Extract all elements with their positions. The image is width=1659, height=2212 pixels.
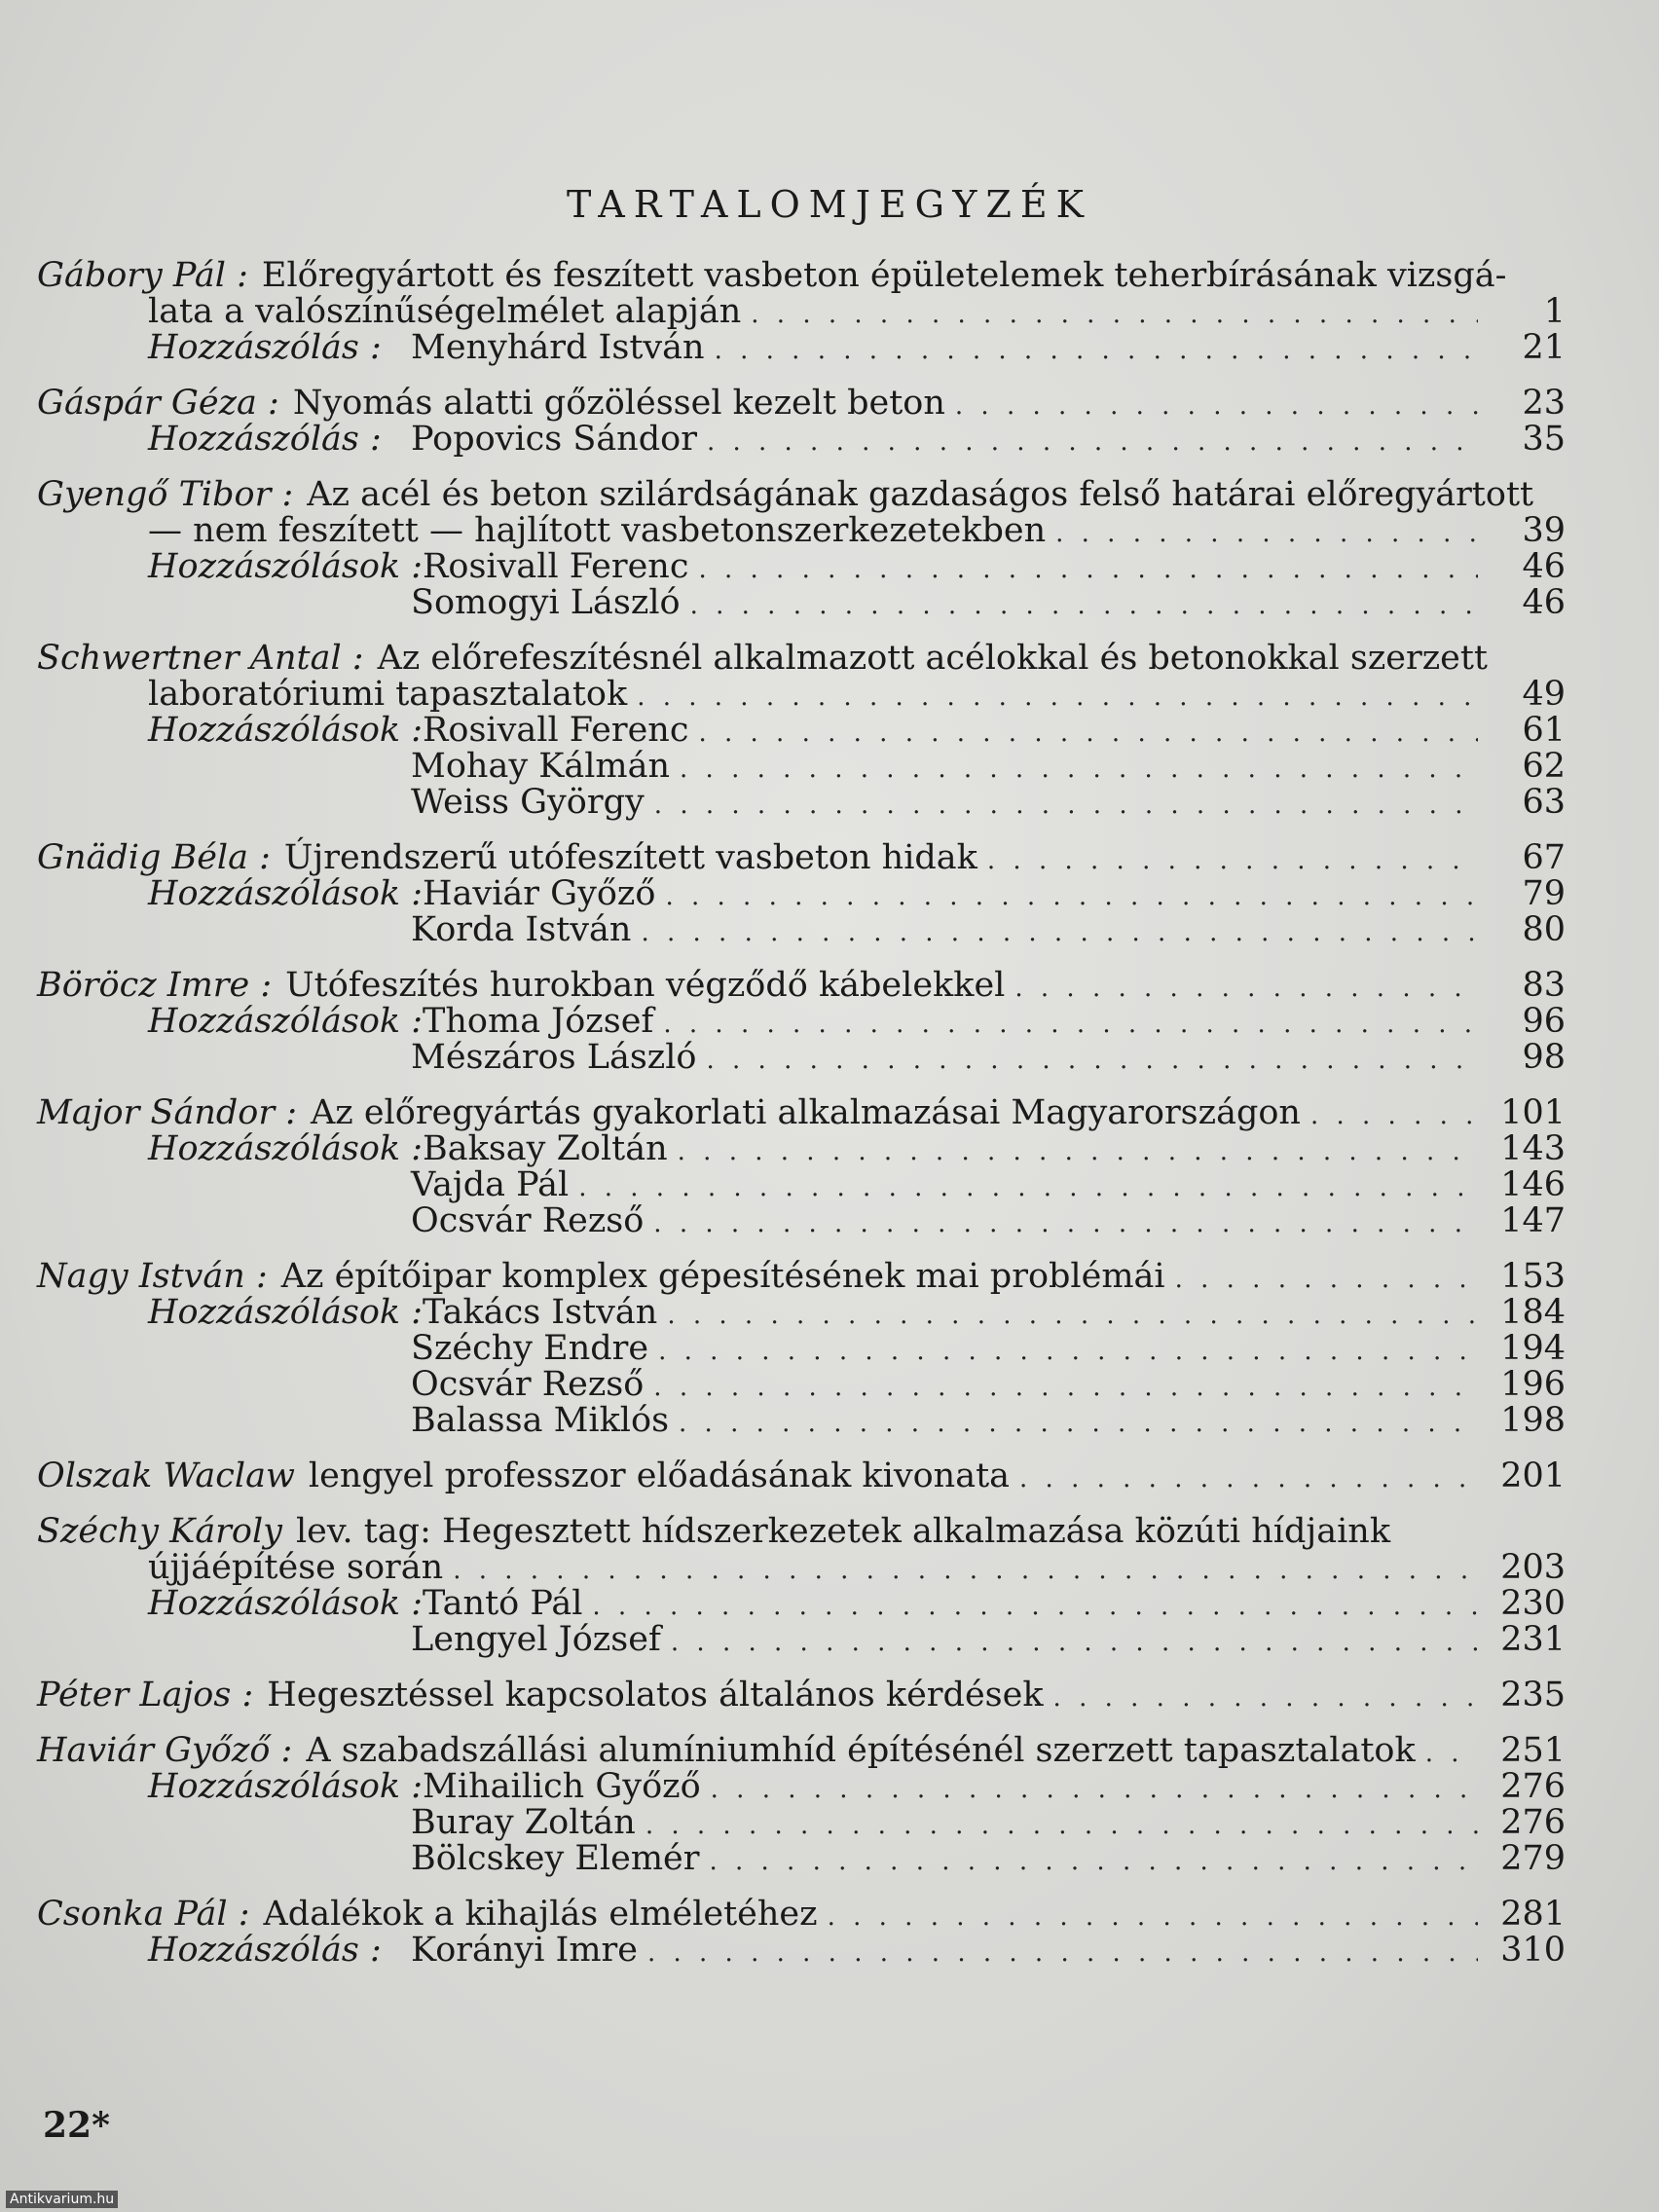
toc-author: Gnädig Béla : [37, 838, 271, 877]
toc-title-text: lev. tag: Hegesztett hídszerkezetek alkalmazása közúti hídjaink [295, 1512, 1391, 1551]
toc-title-line [37, 677, 1566, 713]
toc-response-page: 147 [1500, 1201, 1566, 1240]
toc-response-name: Haviár Győző [423, 874, 656, 913]
dot-leader [751, 297, 1478, 333]
toc-response-page: 143 [1500, 1129, 1566, 1168]
dot-leader [698, 552, 1478, 588]
toc-response-label: Hozzászólások : [148, 1129, 424, 1168]
toc-author: Major Sándor : [37, 1093, 297, 1132]
toc-response-name: Ocsvár Rezső [411, 1365, 645, 1404]
toc-title-text: — nem feszített — hajlított vasbetonszerkezetekben [148, 511, 1047, 550]
dot-leader [1014, 971, 1478, 1007]
toc-title-text: Nyomás alatti gőzöléssel kezelt beton [292, 384, 945, 423]
toc-response-label: Hozzászólás : [148, 1931, 382, 1970]
toc-title-line [37, 294, 1566, 330]
toc-response-name: Széchy Endre [411, 1329, 649, 1368]
toc-author: Böröcz Imre : [37, 966, 273, 1005]
toc-response-name: Popovics Sándor [411, 420, 697, 459]
toc-response-page: 279 [1500, 1839, 1566, 1878]
toc-title-line [37, 840, 1566, 876]
toc-response-page: 310 [1500, 1931, 1566, 1970]
toc-title-text: Utófeszítés hurokban végződő kábelekkel [285, 966, 1006, 1005]
toc-response-page: 146 [1500, 1165, 1566, 1204]
toc-response-row [37, 1841, 1566, 1877]
toc-title-text: Az acél és beton szilárdságának gazdaságos felső határai előregyártott [307, 475, 1534, 514]
toc-response-page: 184 [1500, 1293, 1566, 1332]
toc-author: Haviár Győző : [37, 1731, 293, 1770]
toc-title-text: A szabadszállási alumíniumhíd építésénél szerzett tapasztalatok [306, 1731, 1416, 1770]
dot-leader [1019, 1461, 1478, 1497]
toc-title-text: lengyel professzor előadásának kivonata [308, 1456, 1011, 1495]
toc-entry [37, 1458, 1566, 1494]
toc-response-name: Korda István [411, 910, 632, 949]
toc-response-name: Balassa Miklós [411, 1401, 670, 1440]
toc-author: Széchy Károly [37, 1512, 282, 1551]
toc-response-row [37, 549, 1566, 585]
toc-author: Péter Lajos : [37, 1676, 254, 1714]
dot-leader [1055, 516, 1478, 552]
toc-entry [37, 477, 1566, 621]
toc-title-text: újjáépítése során [148, 1548, 444, 1587]
toc-page-number: 1 [1543, 292, 1566, 331]
toc-response-row [37, 1586, 1566, 1622]
toc-response-row [37, 1331, 1566, 1367]
toc-title-text: Az előrefeszítésnél alkalmazott acélokkal és betonokkal szerzett [377, 639, 1489, 678]
toc-response-row [37, 1040, 1566, 1076]
toc-title-line [37, 641, 1566, 677]
toc-response-page: 198 [1500, 1401, 1566, 1440]
toc-response-name: Tantó Pál [423, 1584, 583, 1623]
toc-response-row [37, 1403, 1566, 1439]
toc-response-page: 98 [1522, 1038, 1566, 1077]
toc-title-text: Hegesztéssel kapcsolatos általános kérdések [267, 1676, 1044, 1714]
toc-author: Schwertner Antal : [37, 639, 364, 678]
dot-leader [709, 1844, 1478, 1880]
toc-response-label: Hozzászólások : [148, 1767, 424, 1806]
toc-response-page: 96 [1522, 1002, 1566, 1041]
toc-response-label: Hozzászólások : [148, 711, 424, 750]
toc-response-row [37, 785, 1566, 821]
toc-response-page: 46 [1522, 547, 1566, 586]
toc-entry [37, 968, 1566, 1076]
toc-title-line [37, 1550, 1566, 1586]
toc-response-name: Weiss György [411, 783, 645, 822]
toc-page-number: 39 [1522, 511, 1566, 550]
dot-leader [453, 1553, 1478, 1589]
toc-title-line [37, 968, 1566, 1004]
toc-title-line [37, 386, 1566, 422]
toc-entry [37, 840, 1566, 948]
toc-title-line [37, 513, 1566, 549]
toc-title-line [37, 477, 1566, 513]
dot-leader [678, 1134, 1478, 1170]
toc-response-name: Mohay Kálmán [411, 747, 671, 786]
dot-leader [706, 1043, 1478, 1079]
toc-page-number: 49 [1522, 675, 1566, 714]
toc-page-number: 101 [1500, 1093, 1566, 1132]
toc-entry [37, 1259, 1566, 1439]
toc-title-text: Az előregyártás gyakorlati alkalmazásai Magyarországon [311, 1093, 1301, 1132]
toc-title-line [37, 1259, 1566, 1295]
dot-leader [715, 333, 1478, 369]
toc-title-line [37, 1514, 1566, 1550]
toc-response-page: 230 [1500, 1584, 1566, 1623]
toc-response-name: Mihailich Győző [423, 1767, 701, 1806]
toc-response-row [37, 876, 1566, 912]
toc-response-row [37, 912, 1566, 948]
dot-leader [578, 1170, 1478, 1206]
toc-title-line [37, 1458, 1566, 1494]
toc-title-line [37, 1733, 1566, 1769]
toc-title-text: Előregyártott és feszített vasbeton épületelemek teherbírásának vizsgá- [261, 256, 1507, 295]
toc-entry [37, 641, 1566, 821]
toc-author: Csonka Pál : [37, 1895, 250, 1934]
toc-response-label: Hozzászólások : [148, 547, 424, 586]
toc-entry [37, 1677, 1566, 1714]
toc-page-number: 67 [1522, 838, 1566, 877]
toc-page-number: 83 [1522, 966, 1566, 1005]
toc-title-text: Újrendszerű utófeszített vasbeton hidak [283, 838, 977, 877]
toc-response-page: 61 [1522, 711, 1566, 750]
dot-leader [711, 1772, 1478, 1808]
toc-response-label: Hozzászólások : [148, 874, 424, 913]
toc-response-name: Rosivall Ferenc [423, 711, 689, 750]
toc-response-label: Hozzászólás : [148, 420, 382, 459]
dot-leader [679, 1406, 1478, 1442]
toc-entry [37, 1514, 1566, 1658]
toc-author: Olszak Waclaw [37, 1456, 295, 1495]
toc-entry [37, 1733, 1566, 1877]
dot-leader [592, 1589, 1478, 1625]
dot-leader [647, 1936, 1478, 1972]
toc-entry [37, 258, 1566, 366]
toc-title-text: Adalékok a kihajlás elméletéhez [263, 1895, 818, 1934]
toc-author: Gábory Pál : [37, 256, 248, 295]
toc-author: Nagy István : [37, 1257, 268, 1296]
dot-leader [987, 843, 1478, 879]
toc-response-row [37, 1131, 1566, 1167]
dot-leader [654, 788, 1478, 824]
toc-response-row [37, 1295, 1566, 1331]
toc-response-row [37, 1004, 1566, 1040]
toc-title-line [37, 258, 1566, 294]
toc-response-row [37, 1203, 1566, 1239]
dot-leader [680, 752, 1478, 788]
toc-response-label: Hozzászólások : [148, 1293, 424, 1332]
dot-leader [955, 388, 1478, 424]
toc-response-name: Lengyel József [411, 1620, 661, 1659]
toc-response-page: 79 [1522, 874, 1566, 913]
toc-author: Gyengő Tibor : [37, 475, 294, 514]
dot-leader [653, 1370, 1478, 1406]
toc-response-label: Hozzászólások : [148, 1002, 424, 1041]
toc-response-name: Korányi Imre [411, 1931, 638, 1970]
toc-response-row [37, 330, 1566, 366]
toc-response-row [37, 422, 1566, 458]
toc-response-page: 80 [1522, 910, 1566, 949]
dot-leader [698, 716, 1478, 752]
toc-page-number: 153 [1500, 1257, 1566, 1296]
dot-leader [637, 680, 1478, 716]
table-of-contents [37, 258, 1566, 1988]
toc-title-line [37, 1897, 1566, 1933]
toc-response-page: 21 [1522, 328, 1566, 367]
toc-response-page: 231 [1500, 1620, 1566, 1659]
toc-response-name: Menyhárd István [411, 328, 705, 367]
toc-response-page: 35 [1522, 420, 1566, 459]
toc-response-page: 196 [1500, 1365, 1566, 1404]
page-title: TARTALOMJEGYZÉK [567, 183, 1092, 226]
toc-response-page: 46 [1522, 583, 1566, 622]
toc-response-name: Takács István [423, 1293, 658, 1332]
dot-leader [1425, 1736, 1478, 1772]
toc-response-name: Somogyi László [411, 583, 681, 622]
toc-response-row [37, 713, 1566, 749]
toc-title-line [37, 1095, 1566, 1131]
dot-leader [707, 424, 1478, 461]
toc-author: Gáspár Géza : [37, 384, 279, 423]
toc-response-label: Hozzászólások : [148, 1584, 424, 1623]
toc-response-name: Vajda Pál [411, 1165, 570, 1204]
toc-response-name: Ocsvár Rezső [411, 1201, 645, 1240]
toc-response-page: 276 [1500, 1767, 1566, 1806]
dot-leader [828, 1899, 1478, 1936]
toc-response-name: Mészáros László [411, 1038, 697, 1077]
toc-page-number: 281 [1500, 1895, 1566, 1934]
toc-response-name: Baksay Zoltán [423, 1129, 668, 1168]
toc-title-text: laboratóriumi tapasztalatok [148, 675, 628, 714]
dot-leader [663, 1007, 1478, 1043]
toc-page-number: 201 [1500, 1456, 1566, 1495]
dot-leader [1310, 1098, 1478, 1134]
toc-entry [37, 1897, 1566, 1969]
toc-response-name: Bölcskey Elemér [411, 1839, 700, 1878]
dot-leader [1175, 1262, 1478, 1298]
dot-leader [641, 915, 1478, 951]
toc-title-text: lata a valószínűségelmélet alapján [148, 292, 742, 331]
toc-page-number: 203 [1500, 1548, 1566, 1587]
toc-title-text: Az építőipar komplex gépesítésének mai problémái [280, 1257, 1165, 1296]
toc-entry [37, 1095, 1566, 1239]
toc-response-name: Buray Zoltán [411, 1803, 636, 1842]
toc-title-line [37, 1677, 1566, 1714]
toc-response-name: Rosivall Ferenc [423, 547, 689, 586]
toc-response-row [37, 1769, 1566, 1805]
dot-leader [665, 879, 1478, 915]
toc-response-name: Thoma József [423, 1002, 654, 1041]
toc-page-number: 251 [1500, 1731, 1566, 1770]
dot-leader [653, 1206, 1478, 1242]
toc-page-number: 23 [1522, 384, 1566, 423]
watermark: Antikvarium.hu [6, 2191, 118, 2208]
toc-page-number: 235 [1500, 1676, 1566, 1714]
toc-response-row [37, 1367, 1566, 1403]
toc-response-page: 63 [1522, 783, 1566, 822]
dot-leader [690, 588, 1478, 624]
toc-entry [37, 386, 1566, 458]
toc-response-row [37, 1933, 1566, 1969]
toc-response-label: Hozzászólás : [148, 328, 382, 367]
toc-response-row [37, 1167, 1566, 1203]
page-number-footer: 22* [43, 2105, 110, 2146]
dot-leader [645, 1808, 1478, 1844]
toc-response-row [37, 1622, 1566, 1658]
dot-leader [667, 1298, 1478, 1334]
toc-response-row [37, 749, 1566, 785]
toc-response-page: 276 [1500, 1803, 1566, 1842]
dot-leader [671, 1625, 1478, 1661]
toc-response-page: 62 [1522, 747, 1566, 786]
toc-response-row [37, 585, 1566, 621]
dot-leader [658, 1334, 1478, 1370]
toc-response-row [37, 1805, 1566, 1841]
toc-response-page: 194 [1500, 1329, 1566, 1368]
dot-leader [1053, 1680, 1478, 1716]
